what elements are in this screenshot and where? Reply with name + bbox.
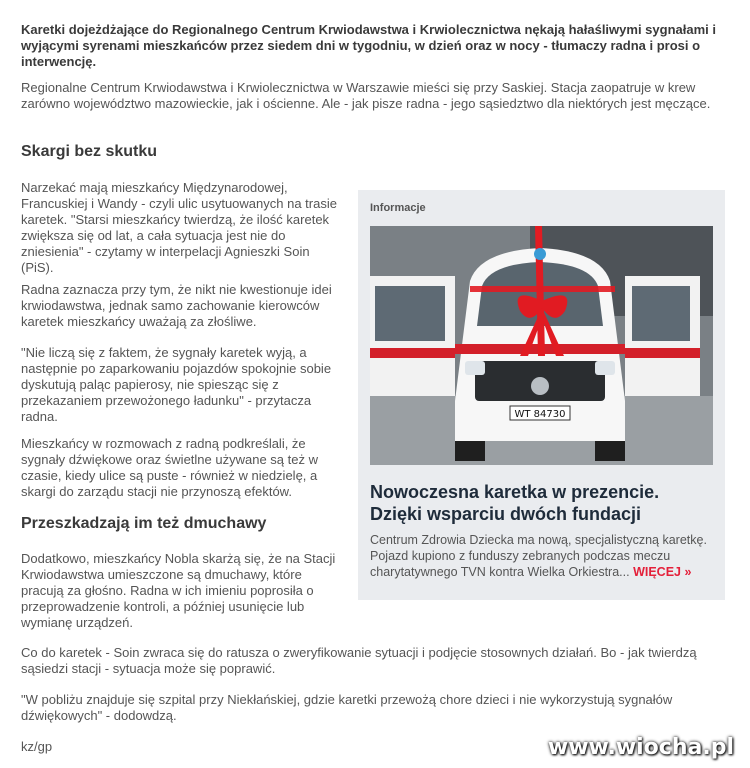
info-box-title[interactable]: Nowoczesna karetka w prezencie. Dzięki wsparciu dwóch fundacji bbox=[370, 482, 660, 524]
info-box-label: Informacje bbox=[370, 202, 426, 214]
paragraph-residents-complain: Narzekać mają mieszkańcy Międzynarodowej, Francuskiej i Wandy - czyli ulic usytuowanych na trasie karetek. "Starsi mieszkańcy twierdzą, że ilość karetek zwiększa się od lat, a cała sytuacja jest nie do zniesienia" - czytamy w interpelacji Agnieszki Soin (PiS). bbox=[21, 180, 337, 275]
read-more-label[interactable]: WIĘCEJ bbox=[633, 565, 682, 579]
info-box-description bbox=[370, 532, 715, 580]
paragraph-quote-drivers: "Nie liczą się z faktem, że sygnały karetek wyją, a następnie po zaparkowaniu pojazdów spokojnie sobie dyskutują paląc papierosy, nie spiesząc się z przekazaniem przewożonego ładunku" - przytacza radna. bbox=[21, 345, 332, 424]
paragraph-blowers: Dodatkowo, mieszkańcy Nobla skarżą się, że na Stacji Krwiodawstwa umieszczone są dmuchawy, które pracują za głośno. Radna w ich imieniu poprosiła o przeprowadzenie kontroli, a później usunięcie lub wymianę urządzeń. bbox=[21, 551, 336, 630]
article-signature: kz/gp bbox=[21, 739, 53, 754]
paragraph-city-hall: Co do karetek - Soin zwraca się do ratusza o zweryfikowanie sytuacji i podjęcie stosownych działań. Bo - jak twierdzą sąsiedzi stacji - sytuacja może się poprawić. bbox=[21, 645, 697, 676]
license-plate: WT 84730 bbox=[514, 409, 566, 420]
ambulance-photo[interactable] bbox=[370, 226, 713, 465]
read-more-link[interactable] bbox=[633, 565, 691, 579]
read-more-arrow-icon: » bbox=[684, 565, 692, 579]
section-heading-complaints: Skargi bez skutku bbox=[21, 143, 158, 160]
paragraph-councillor-notes: Radna zaznacza przy tym, że nikt nie kwestionuje idei krwiodawstwa, jednak samo zachowanie kierowców karetek mieszkańcy uważają za złośliwe. bbox=[21, 282, 332, 329]
site-watermark: www.wiocha.pl bbox=[547, 735, 734, 760]
related-info-box[interactable] bbox=[358, 190, 725, 600]
ambulance-illustration bbox=[370, 226, 713, 465]
article-intro: Regionalne Centrum Krwiodawstwa i Krwiolecznictwa w Warszawie mieści się przy Saskiej. Stacja zaopatruje w krew zarówno województwo mazowieckie, jak i ościenne. Ale - jak pisze radna - jego sąsiedztwo dla niektórych jest męczące. bbox=[21, 80, 711, 111]
section-heading-blowers: Przeszkadzają im też dmuchawy bbox=[21, 515, 267, 532]
info-box-description-text: Centrum Zdrowia Dziecka ma nową, specjalistyczną karetkę. Pojazd kupiono z funduszy zebranych podczas meczu charytatywnego TVN kontra Wielka Orkiestra... bbox=[370, 533, 707, 579]
paragraph-hospital-quote: "W pobliżu znajduje się szpital przy Niekłańskiej, gdzie karetki przewożą chore dzieci i nie wykorzystują sygnałów dźwiękowych" - dodowdzą. bbox=[21, 692, 673, 723]
article-lead: Karetki dojeżdżające do Regionalnego Centrum Krwiodawstwa i Krwiolecznictwa nękają hałaśliwymi sygnałami i wyjącymi syrenami mieszkańców przez siedem dni w tygodniu, w dzień oraz w nocy - tłumaczy radna i prosi o interwencję. bbox=[21, 22, 716, 69]
paragraph-signals-empty-streets: Mieszkańcy w rozmowach z radną podkreślali, że sygnały dźwiękowe oraz świetlne używane są też w czasie, kiedy ulice są puste - również w niedzielę, a skargi do zarządu stacji nie przynoszą efektów. bbox=[21, 436, 318, 499]
